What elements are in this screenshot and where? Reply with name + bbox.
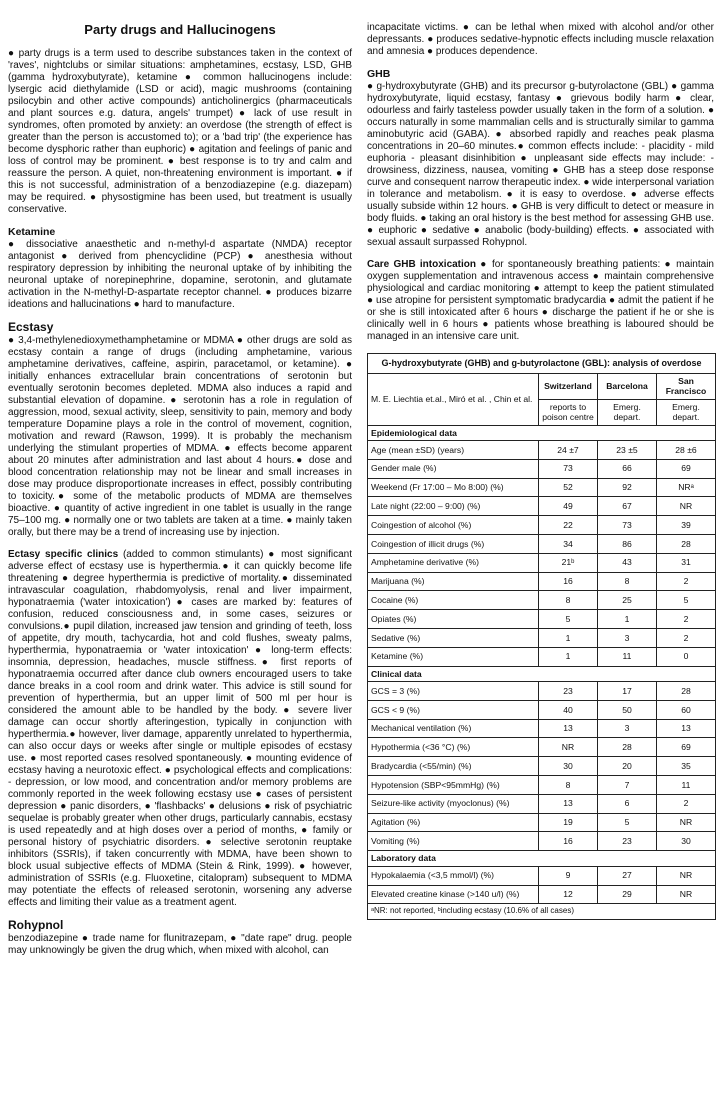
row-label: Bradycardia (<55/min) (%) [368, 757, 539, 776]
row-value: 30 [657, 832, 716, 851]
table-row [368, 776, 716, 795]
row-label: Hypokalaemia (<3,5 mmol/l) (%) [368, 866, 539, 885]
subcol-barcelona: Emerg. depart. [598, 399, 657, 425]
ecstasy-clinics-paragraph [8, 549, 352, 909]
ghb-heading: GHB [367, 68, 391, 80]
row-value: 73 [598, 516, 657, 535]
row-label: Seizure-like activity (myoclonus) (%) [368, 794, 539, 813]
row-value: 17 [598, 682, 657, 701]
row-value: NR [539, 738, 598, 757]
row-value: 22 [539, 516, 598, 535]
table-caption: G-hydroxybutyrate (GHB) and g-butyrolactone (GBL): analysis of overdose [368, 354, 716, 374]
row-value: 5 [539, 610, 598, 629]
row-label: Elevated creatine kinase (>140 u/l) (%) [368, 885, 539, 904]
row-value: 12 [539, 885, 598, 904]
row-value: 23 [539, 682, 598, 701]
row-value: 69 [657, 738, 716, 757]
row-value: 31 [657, 553, 716, 572]
row-value: 8 [539, 591, 598, 610]
row-value: 13 [539, 719, 598, 738]
row-value: 21ᵇ [539, 553, 598, 572]
row-value: 69 [657, 459, 716, 478]
table-section-header: Epidemiological data [368, 425, 716, 441]
row-value: 13 [539, 794, 598, 813]
row-value: 11 [657, 776, 716, 795]
row-label: Hypotension (SBP<95mmHg) (%) [368, 776, 539, 795]
table-row [368, 757, 716, 776]
row-value: 27 [598, 866, 657, 885]
col-header-barcelona: Barcelona [598, 373, 657, 399]
table-row [368, 813, 716, 832]
row-value: 30 [539, 757, 598, 776]
table-row [368, 866, 716, 885]
col-header-switzerland: Switzerland [539, 373, 598, 399]
table-row [368, 832, 716, 851]
table-row [368, 572, 716, 591]
table-section-header: Laboratory data [368, 851, 716, 867]
table-row [368, 628, 716, 647]
row-value: 2 [657, 794, 716, 813]
ecstasy-clinics-text: (added to common stimulants) ● most significant adverse effect of ecstasy use is hyperthermia.● it can quickly become life threatening ● degree hyperthermia is predictive of mortality.● disseminated intravascular coagulation, rhabdomyolysis, renal and liver impairment, hyponatraemia ('water intoxication') ● cases are marked by: features of confusion, reduced consciousness and, in some cases, seizures or convulsions.● pupil dilation, increased jaw tension and grinding of teeth, loss of appetite, dry mouth, tachycardia, hot and cold flushes, sweaty palms, hyperthermia, hyponatraemia or 'water intoxication' ● long-term effects: insomnia, depression, headaches, muscle stiffness.● first reports of hyponatraemia occurred after dance club owners encouraged users to take dance breaks in a cool room and drink water. This advice is still sound for prevention of hyperthermia, but an upper limit of 500 ml per hour is considered the amount able to be handled by the body. ● severe liver damage can occur shortly afteringestion, typically in conjunction with hyperthermia.● however, liver damage, apparently unrelated to hyperthermia, can also occur days or weeks after single or multiple episodes of ecstasy use. ● most reported cases resolved spontaneously. ● mounting evidence of ecstasy having a neurotoxic effect. ● psychological effects and complications: - depression, or low mood, and concentration and/or memory problems are commonly reported in the week following ecstasy use ● cases of persistent depression ● panic disorders, ● 'flashbacks' ● delusions ● risk of psychiatric sequelae is probably greater when other drugs, particularly cannabis, ecstasy is used repeatedly and at high doses over a period of months, ● family or personal history of psychiatric disorders. ● selective serotonin reuptake inhibitors (SSRIs), if taken concurrently with MDMA, have been shown to block usual subjective effects of MDMA (Stein & Rink, 1999). ● however, administration of SSRIs (e.g. Fluoxetine, citalopram) subsequent to MDMA may potentiate the effects of released serotonin, worsening any adverse effects and limiting their value as a treatment agent. [8, 549, 353, 908]
row-value: NR [657, 497, 716, 516]
care-ghb-text: ● for spontaneously breathing patients: ● maintain oxygen supplementation and intravenous access ● maintain comprehensive physiological and cardiac monitoring ● attempt to keep the patient stimulated ● use atropine for persistent symptomatic bradycardia ● admit the patient if he or she is still intoxicated after 6 hours ● discharge the patient if he or she is clinically well in 6 hours ● patients whose breathing is laboured should be managed in an intensive care unit. [367, 259, 714, 342]
row-value: 23 ±5 [598, 441, 657, 460]
row-label: Amphetamine derivative (%) [368, 553, 539, 572]
row-value: 28 ±6 [657, 441, 716, 460]
row-value: 52 [539, 478, 598, 497]
row-value: 13 [657, 719, 716, 738]
table-row [368, 459, 716, 478]
row-value: 8 [598, 572, 657, 591]
row-value: 16 [539, 572, 598, 591]
row-label: GCS = 3 (%) [368, 682, 539, 701]
table-row [368, 794, 716, 813]
row-value: 28 [657, 534, 716, 553]
row-label: Sedative (%) [368, 628, 539, 647]
row-value: 73 [539, 459, 598, 478]
row-value: 43 [598, 553, 657, 572]
row-value: 6 [598, 794, 657, 813]
table-row [368, 738, 716, 757]
table-row [368, 553, 716, 572]
row-value: 5 [657, 591, 716, 610]
row-value: 2 [657, 628, 716, 647]
subcol-san-francisco: Emerg. depart. [657, 399, 716, 425]
row-value: 1 [539, 628, 598, 647]
row-label: Marijuana (%) [368, 572, 539, 591]
rohypnol-paragraph-start: benzodiazepine ● trade name for flunitrazepam, ● "date rape" drug. people may unknowingly be given the drug which, when mixed with alcohol, can [8, 933, 352, 956]
row-value: 19 [539, 813, 598, 832]
row-value: 7 [598, 776, 657, 795]
left-column [8, 0, 352, 967]
row-value: NRᵃ [657, 478, 716, 497]
table-row [368, 591, 716, 610]
subcol-switzerland: reports to poison centre [539, 399, 598, 425]
table-footnote: ᵃNR: not reported, ᵇincluding ecstasy (10.6% of all cases) [368, 904, 716, 920]
row-value: 24 ±7 [539, 441, 598, 460]
care-ghb-heading: Care GHB intoxication [367, 259, 477, 270]
row-label: Age (mean ±SD) (years) [368, 441, 539, 460]
ecstasy-heading: Ecstasy [8, 320, 54, 334]
ecstasy-paragraph: ● 3,4-methylenedioxymethamphetamine or MDMA ● other drugs are sold as ecstasy contain a range of drugs (including amphetamine, various amphetamine derivatives, caffeine, aspirin, paracetamol, or ketamine). ● initially enhances extracellular brain concentrations of serotonin but eventually serotonin becomes depleted. MDMA also induces a rapid and substantial elevation of dopamine. ● serotonin has a role in regulation of aggression, mood, sexual activity, sleep, sensitivity to pain, memory and body temperature Dopamine plays a role in the control of movement, cognition, motivation and reward (Rawson, 1999). It is probably the mechanism underlying the stimulant properties of MDMA. ● effects become apparent about 20 minutes after administration and last about 4 hours.● dose and blood concentration relationship may not be linear and small increases in dose may produce disproportionate increases in effect, possibly contributing to toxicity.● some of the metabolic products of MDMA are themselves bioactive. ● quantity of active ingredient in one tablet is usually in the range 75–100 mg. ● normally one or two tablets are taken at a time. ● mainly taken orally, but there may be a trend of increasing use by injection. [8, 335, 352, 538]
row-value: 67 [598, 497, 657, 516]
row-value: 23 [598, 832, 657, 851]
col-header-san-francisco: San Francisco [657, 373, 716, 399]
row-value: 50 [598, 700, 657, 719]
page-title: Party drugs and Hallucinogens [84, 22, 276, 37]
row-value: 35 [657, 757, 716, 776]
table-row [368, 682, 716, 701]
row-label: Late night (22:00 – 9:00) (%) [368, 497, 539, 516]
row-label: Weekend (Fr 17:00 – Mo 8:00) (%) [368, 478, 539, 497]
intro-paragraph: ● party drugs is a term used to describe substances taken in the context of 'raves', nightclubs or similar situations: amphetamines, ecstasy, LSD, GHB (gamma hydroxybutyrate), ketamine ● common hallucinogens include: lysergic acid diethylamide (LSD or acid), magic mushrooms (containing psilocybin and other active compounds) anticholinergics (pharmaceuticals and plant sources e.g. datura, angels' trumpet) ● lack of use result in syndromes, often promoted by anxiety: an overdose (the strength of effect is greater than the person is accustomed to); or a 'bad trip' (the experience has become dysphoric rather than euphoric) ● agitation and feelings of panic and loss of control may be prominent. ● best response is to try and calm and reassure the person. A quiet, non-threatening environment is important. ● if this is not successful, administration of a benzodiazepine (e.g. diazepam) may be required. ● physostigmine has been used, but treatment is usually conservative. [8, 48, 352, 215]
row-value: NR [657, 866, 716, 885]
row-value: 16 [539, 832, 598, 851]
row-value: 1 [598, 610, 657, 629]
table-row [368, 610, 716, 629]
row-label: Coingestion of illicit drugs (%) [368, 534, 539, 553]
table-row [368, 441, 716, 460]
row-value: NR [657, 813, 716, 832]
row-label: Cocaine (%) [368, 591, 539, 610]
table-row [368, 534, 716, 553]
table-row [368, 516, 716, 535]
row-label: GCS < 9 (%) [368, 700, 539, 719]
row-label: Coingestion of alcohol (%) [368, 516, 539, 535]
rohypnol-paragraph-end: incapacitate victims. ● can be lethal when mixed with alcohol and/or other depressants. ● produces sedative-hypnotic effects including muscle relaxation and amnesia ● produces dependence. [367, 22, 714, 57]
table-row [368, 478, 716, 497]
row-value: 8 [539, 776, 598, 795]
table-row [368, 885, 716, 904]
row-value: 3 [598, 628, 657, 647]
care-ghb-paragraph [367, 259, 714, 343]
table-source: M. E. Liechtia et.al., Miró et al. , Chin et al. [368, 373, 539, 425]
ecstasy-clinics-heading: Ectasy specific clinics [8, 549, 119, 560]
row-value: 40 [539, 700, 598, 719]
row-value: 28 [657, 682, 716, 701]
row-value: 25 [598, 591, 657, 610]
row-label: Agitation (%) [368, 813, 539, 832]
table-row [368, 647, 716, 666]
row-label: Opiates (%) [368, 610, 539, 629]
right-column [367, 0, 714, 920]
row-label: Gender male (%) [368, 459, 539, 478]
row-label: Vomiting (%) [368, 832, 539, 851]
ghb-paragraph: ● g-hydroxybutyrate (GHB) and its precursor g-butyrolactone (GBL) ● gamma hydroxybutyrate, liquid ecstasy, fantasy ● grievous bodily harm ● clear, odourless and fairly tasteless powder usually taken in the form of a solution. ● occurs naturally in some mammalian cells and is structurally similar to gamma aminobutyric acid (GABA). ● absorbed rapidly and reaches peak plasma concentrations in 20–60 minutes.● common effects include: - placidity - mild euphoria - pleasant disinhibition ● unpleasant side effects may include: - drowsiness, dizziness, nausea, vomiting ● GHB has a steep dose response curve and consequent narrow therapeutic index. ● wide interpersonal variation in tolerance and metabolism. ● it is easy to overdose. ● adverse effects usually subside within 12 hours. ● GHB is very difficult to detect or measure in body fluids. ● taking an oral history is the best method for assessing GHB use. ● euphoric ● sedative ● anabolic (body-building) effects. ● associated with sexual assault surpassed Rohypnol. [367, 81, 714, 248]
row-value: 28 [598, 738, 657, 757]
table-body [368, 425, 716, 904]
table-row [368, 700, 716, 719]
ketamine-heading: Ketamine [8, 226, 56, 238]
row-value: 20 [598, 757, 657, 776]
row-value: 2 [657, 572, 716, 591]
row-value: 1 [539, 647, 598, 666]
row-value: 39 [657, 516, 716, 535]
row-value: 66 [598, 459, 657, 478]
rohypnol-heading: Rohypnol [8, 918, 64, 932]
row-value: 2 [657, 610, 716, 629]
row-value: 3 [598, 719, 657, 738]
table-row [368, 719, 716, 738]
row-value: 29 [598, 885, 657, 904]
row-value: 34 [539, 534, 598, 553]
table-section-header: Clinical data [368, 666, 716, 682]
row-label: Hypothermia (<36 °C) (%) [368, 738, 539, 757]
ketamine-paragraph: ● dissociative anaesthetic and n-methyl-d aspartate (NMDA) receptor antagonist ● derived from phencyclidine (PCP) ● anesthesia without respiratory depression by inhibiting the neuronal uptake of by inhibiting the neuronal uptake of norepinephrine, dopamine, serotonin, and glutamate activation in the N-methyl-D-aspartate receptor channel. ● produces bizarre ideations and hallucinations ● hard to manufacture. [8, 239, 352, 310]
row-value: 60 [657, 700, 716, 719]
row-value: 11 [598, 647, 657, 666]
row-value: 86 [598, 534, 657, 553]
row-value: 5 [598, 813, 657, 832]
row-value: 49 [539, 497, 598, 516]
row-label: Mechanical ventilation (%) [368, 719, 539, 738]
table-row [368, 497, 716, 516]
row-value: 9 [539, 866, 598, 885]
row-value: 0 [657, 647, 716, 666]
ghb-overdose-table [367, 353, 716, 920]
row-value: 92 [598, 478, 657, 497]
row-value: NR [657, 885, 716, 904]
row-label: Ketamine (%) [368, 647, 539, 666]
